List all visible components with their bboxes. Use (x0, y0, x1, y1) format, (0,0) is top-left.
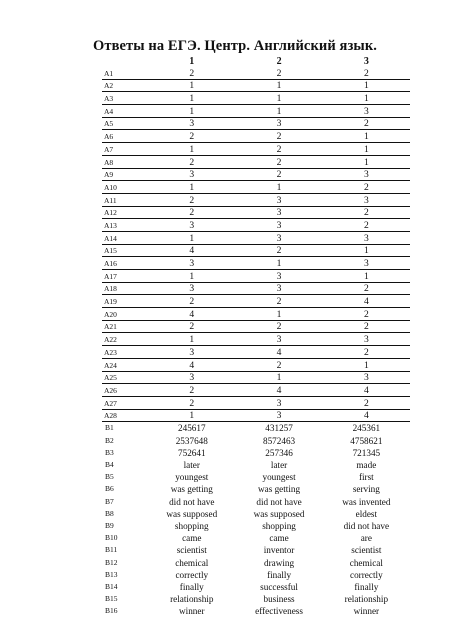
header-row (102, 57, 410, 67)
answer-cell: 2 (323, 282, 410, 295)
answer-cell: winner (179, 606, 205, 617)
question-label: B11 (105, 545, 118, 555)
answer-cell: successful (260, 581, 298, 592)
answer-cell: 1 (148, 231, 235, 244)
answer-row (102, 581, 410, 593)
answer-row (102, 358, 410, 371)
answer-cell: 3 (148, 168, 235, 181)
question-label: A21 (102, 320, 148, 333)
answer-cell: 752641 (178, 447, 206, 458)
answer-row (102, 483, 410, 495)
answer-cell: shopping (174, 520, 209, 531)
answer-cell: 2 (235, 320, 322, 333)
answer-cell: 2 (323, 206, 410, 219)
answer-cell: 2 (323, 346, 410, 359)
answer-row (102, 532, 410, 544)
answer-cell: 431257 (265, 423, 293, 434)
answer-cell: 2 (148, 384, 235, 397)
answer-cell: 2 (148, 155, 235, 168)
question-label: A22 (102, 333, 148, 346)
answer-cell: 257346 (265, 447, 293, 458)
answer-cell: 1 (323, 270, 410, 283)
answer-cell: made (356, 460, 377, 470)
question-label: A4 (102, 105, 148, 118)
question-label: A10 (102, 181, 148, 194)
answer-cell: finally (354, 581, 379, 592)
answer-cell: 3 (323, 333, 410, 346)
answer-row (102, 143, 410, 156)
answer-cell: 4758621 (350, 435, 383, 446)
question-label: B13 (105, 569, 118, 579)
question-label: A20 (102, 308, 148, 321)
question-label: A19 (102, 295, 148, 308)
answer-cell: 3 (148, 219, 235, 232)
answer-cell: 3 (323, 371, 410, 384)
answer-cell: 3 (148, 257, 235, 270)
answer-cell: correctly (175, 569, 209, 580)
answer-row (102, 409, 410, 422)
answer-cell: later (270, 460, 288, 470)
answer-cell: 1 (323, 358, 410, 371)
answer-cell: 1 (235, 92, 322, 105)
answer-cell: business (263, 594, 295, 605)
answer-cell: chemical (175, 557, 209, 568)
column-header: 1 (189, 57, 195, 67)
answer-cell: youngest (175, 472, 209, 483)
answer-cell: 1 (323, 244, 410, 257)
answer-cell: came (269, 533, 289, 544)
answer-cell: was supposed (253, 508, 305, 519)
answer-row (102, 168, 410, 181)
question-label: A8 (102, 155, 148, 168)
answer-cell: 1 (235, 257, 322, 270)
answer-cell: 3 (235, 282, 322, 295)
question-label: B3 (105, 447, 114, 457)
question-label: A24 (102, 358, 148, 371)
answer-cell: 1 (235, 79, 322, 92)
answer-row (102, 605, 410, 617)
answer-cell: 3 (235, 409, 322, 422)
answer-cell: 245617 (178, 423, 206, 434)
answer-cell: 1 (148, 270, 235, 283)
answer-cell: 2 (235, 358, 322, 371)
answer-cell: first (358, 472, 374, 483)
question-label: A11 (102, 193, 148, 206)
part-a-body (102, 67, 410, 422)
answer-cell: 2 (148, 295, 235, 308)
answer-cell: 1 (323, 130, 410, 143)
question-label: A26 (102, 384, 148, 397)
question-label: A18 (102, 282, 148, 295)
question-label: A6 (102, 130, 148, 143)
answer-row (102, 308, 410, 321)
question-label: B12 (105, 557, 118, 567)
answer-row (102, 544, 410, 556)
question-label: B4 (105, 460, 114, 469)
question-label: B1 (105, 423, 114, 433)
answer-cell: chemical (349, 557, 383, 568)
answer-cell: 3 (235, 231, 322, 244)
answer-cell: 8572463 (262, 435, 296, 446)
answer-row (102, 384, 410, 397)
answer-cell: 3 (235, 117, 322, 130)
answer-cell: 4 (323, 384, 410, 397)
answer-cell: did not have (256, 496, 302, 507)
answer-row (102, 117, 410, 130)
answer-cell: 1 (235, 181, 322, 194)
answer-row (102, 495, 410, 507)
answer-row (102, 67, 410, 79)
answer-row (102, 508, 410, 520)
answer-cell: came (182, 533, 202, 544)
answer-row (102, 219, 410, 232)
answer-cell: did not have (169, 496, 215, 507)
answer-row (102, 371, 410, 384)
answer-cell: 2 (148, 206, 235, 219)
answer-cell: 3 (148, 346, 235, 359)
answer-row (102, 447, 410, 459)
answer-cell: 4 (323, 409, 410, 422)
answer-row (102, 270, 410, 283)
answer-cell: 1 (148, 181, 235, 194)
answer-cell: 4 (235, 384, 322, 397)
answer-cell: correctly (350, 569, 383, 580)
answer-row (102, 181, 410, 194)
answer-row (102, 79, 410, 92)
question-label: B2 (105, 435, 114, 445)
answer-cell: inventor (263, 545, 295, 556)
answer-row (102, 346, 410, 359)
answer-cell: 3 (323, 168, 410, 181)
answer-row (102, 282, 410, 295)
answer-cell: 4 (323, 295, 410, 308)
answer-cell: 2 (148, 193, 235, 206)
answer-cell: 2 (148, 320, 235, 333)
answer-cell: winner (353, 606, 380, 617)
answer-cell: 3 (323, 257, 410, 270)
answer-cell: 2 (235, 143, 322, 156)
answer-cell: 3 (323, 231, 410, 244)
answer-cell: was supposed (166, 508, 218, 519)
answer-cell: 4 (235, 346, 322, 359)
answer-cell: 2 (323, 117, 410, 130)
answer-cell: 2 (323, 219, 410, 232)
answer-cell: 3 (235, 219, 322, 232)
question-label: B8 (105, 508, 114, 518)
question-label: B14 (105, 581, 118, 591)
answer-row (102, 257, 410, 270)
header-label-cell (102, 57, 148, 67)
question-label: A27 (102, 396, 148, 409)
answer-cell: effectiveness (255, 606, 303, 617)
answer-row (102, 556, 410, 568)
answer-row (102, 206, 410, 219)
answer-cell: scientist (351, 545, 382, 556)
answer-row (102, 130, 410, 143)
answer-cell: 3 (235, 333, 322, 346)
answer-row (102, 244, 410, 257)
question-label: A1 (102, 67, 148, 79)
answer-cell: serving (352, 484, 380, 495)
question-label: A12 (102, 206, 148, 219)
question-label: A28 (102, 409, 148, 422)
answer-cell: 1 (148, 105, 235, 118)
answer-cell: 2 (323, 396, 410, 409)
answer-cell: 2 (148, 396, 235, 409)
question-label: A2 (102, 79, 148, 92)
answer-cell: 1 (148, 92, 235, 105)
answer-row (102, 422, 410, 435)
question-label: A7 (102, 143, 148, 156)
answer-cell: later (183, 460, 200, 470)
answer-cell: 1 (148, 409, 235, 422)
answer-cell: 2 (323, 320, 410, 333)
answer-cell: was invented (342, 496, 391, 507)
answer-cell: 2 (235, 67, 322, 79)
part-b-body (102, 422, 410, 617)
answer-cell: did not have (343, 520, 390, 531)
question-label: A5 (102, 117, 148, 130)
answer-cell: are (360, 533, 372, 544)
column-header: 3 (363, 57, 369, 67)
answer-row (102, 459, 410, 471)
answer-cell: 2 (235, 295, 322, 308)
answer-cell: 3 (323, 193, 410, 206)
answer-cell: 2 (235, 168, 322, 181)
answer-row (102, 520, 410, 532)
answer-cell: 1 (323, 79, 410, 92)
answer-cell: drawing (264, 557, 295, 568)
question-label: B16 (105, 606, 118, 616)
answer-cell: 3 (235, 193, 322, 206)
answer-cell: 1 (235, 308, 322, 321)
question-label: B10 (105, 533, 118, 543)
answer-cell: 3 (148, 371, 235, 384)
answer-cell: 3 (148, 282, 235, 295)
answer-cell: finally (267, 569, 292, 580)
question-label: B5 (105, 472, 114, 482)
question-label: B9 (105, 520, 114, 530)
answer-cell: 2 (323, 67, 410, 79)
answer-cell: was getting (170, 484, 213, 495)
answer-cell: 2537648 (175, 435, 208, 446)
answer-cell: finally (179, 581, 204, 592)
question-label: A16 (102, 257, 148, 270)
question-label: A25 (102, 371, 148, 384)
question-label: A9 (102, 168, 148, 181)
answer-cell: 1 (323, 143, 410, 156)
answer-cell: relationship (344, 594, 389, 605)
answer-cell: eldest (355, 508, 378, 519)
page-title: Ответы на ЕГЭ. Центр. Английский язык. (92, 38, 378, 54)
question-label: A23 (102, 346, 148, 359)
question-label: A15 (102, 244, 148, 257)
answer-cell: scientist (176, 545, 207, 556)
question-label: B15 (105, 594, 118, 604)
answer-cell: 2 (235, 155, 322, 168)
answer-cell: youngest (262, 472, 296, 483)
question-label: B6 (105, 484, 114, 494)
question-label: B7 (105, 496, 114, 506)
answer-cell: 1 (148, 333, 235, 346)
answer-cell: 1 (235, 371, 322, 384)
answer-cell: shopping (262, 520, 296, 531)
answer-cell: was getting (258, 484, 301, 495)
answer-cell: 2 (323, 308, 410, 321)
answer-row (102, 593, 410, 605)
answer-row (102, 92, 410, 105)
column-header: 2 (276, 57, 282, 67)
answer-cell: relationship (170, 594, 214, 605)
answer-cell: 1 (235, 105, 322, 118)
answer-row (102, 434, 410, 446)
answer-cell: 1 (148, 143, 235, 156)
answer-cell: 2 (235, 244, 322, 257)
answer-row (102, 193, 410, 206)
answer-cell: 721345 (352, 447, 381, 458)
answer-row (102, 105, 410, 118)
answer-cell: 2 (235, 130, 322, 143)
question-label: A17 (102, 270, 148, 283)
answer-cell: 3 (235, 396, 322, 409)
answer-row (102, 320, 410, 333)
answer-row (102, 231, 410, 244)
question-label: A3 (102, 92, 148, 105)
question-label: A14 (102, 231, 148, 244)
answer-row (102, 569, 410, 581)
answer-cell: 1 (323, 155, 410, 168)
answer-cell: 245361 (352, 423, 381, 434)
answer-cell: 2 (323, 181, 410, 194)
question-label: A13 (102, 219, 148, 232)
answer-row (102, 396, 410, 409)
answers-table (102, 57, 410, 617)
answer-cell: 4 (148, 244, 235, 257)
answer-cell: 3 (323, 105, 410, 118)
answer-cell: 3 (148, 117, 235, 130)
answer-cell: 1 (323, 92, 410, 105)
answer-cell: 3 (235, 270, 322, 283)
answer-cell: 2 (148, 130, 235, 143)
answer-cell: 3 (235, 206, 322, 219)
answer-cell: 4 (148, 308, 235, 321)
answer-row (102, 295, 410, 308)
answer-cell: 2 (148, 67, 235, 79)
answer-cell: 4 (148, 358, 235, 371)
answer-row (102, 471, 410, 483)
answer-cell: 1 (148, 79, 235, 92)
answer-row (102, 155, 410, 168)
answer-row (102, 333, 410, 346)
